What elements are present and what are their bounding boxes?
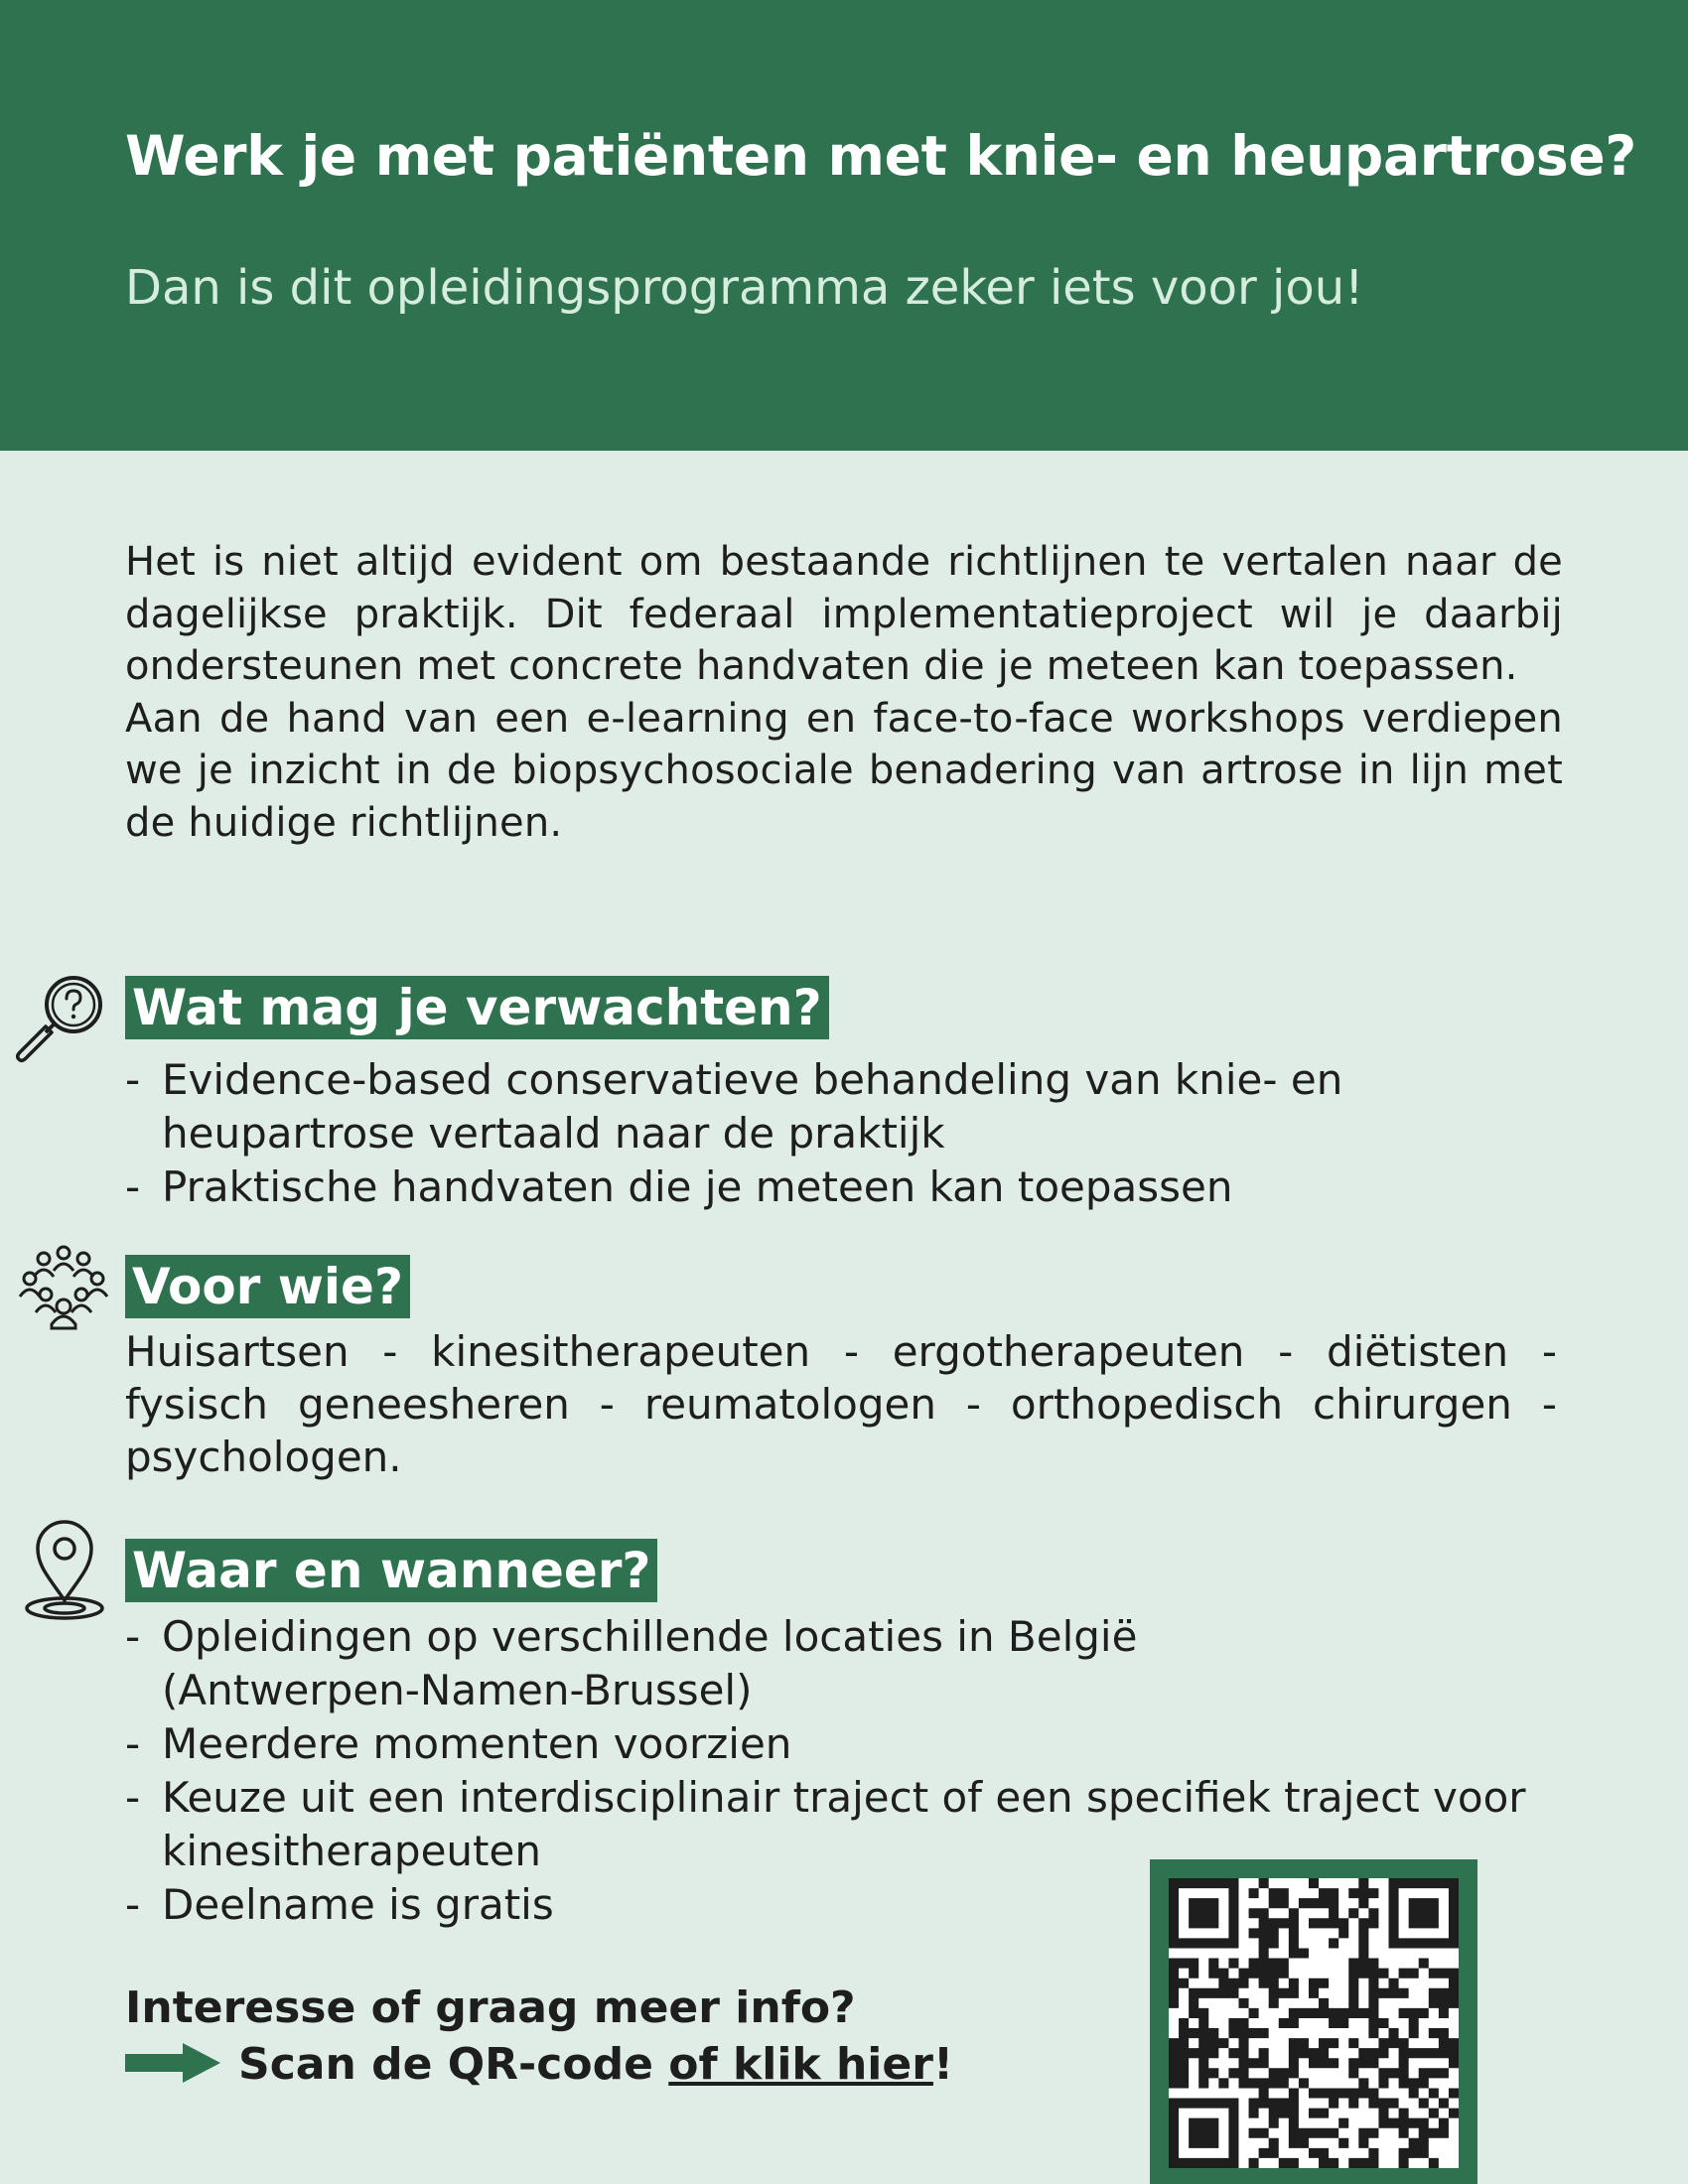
list-item: - Praktische handvaten die je meteen kan toepassen — [125, 1160, 1595, 1214]
intro-paragraph-1: Het is niet altijd evident om bestaande richtlijnen te vertalen naar de dagelijkse praktijk. Dit federaal implementatieproject wil je daarbij ondersteunen met concrete handvaten die je meteen kan toepassen. — [125, 539, 1563, 689]
expect-list — [125, 1053, 1595, 1214]
cta-text — [238, 2039, 953, 2090]
page-title: Werk je met patiënten met knie- en heupartrose? — [125, 124, 1636, 188]
qr-code-icon — [1169, 1878, 1459, 2168]
page-subtitle: Dan is dit opleidingsprogramma zeker iets voor jou! — [125, 260, 1364, 316]
list-item: - Meerdere momenten voorzien — [125, 1717, 1575, 1771]
section-title-audience: Voor wie? — [125, 1255, 410, 1318]
audience-text: Huisartsen - kinesitherapeuten - ergotherapeuten - diëtisten - fysisch geneesheren - reumatologen - orthopedisch chirurgen - psychologen. — [125, 1327, 1557, 1481]
cta-exclamation: ! — [932, 2039, 954, 2090]
group-people-icon — [16, 1243, 111, 1338]
list-item: - Deelname is gratis — [125, 1878, 1575, 1932]
scan-text: Scan de QR-code — [238, 2039, 669, 2090]
list-item: - Keuze uit een interdisciplinair traject of een specifiek traject voor kinesitherapeuten — [125, 1771, 1575, 1878]
info-link[interactable]: of klik hier — [668, 2039, 933, 2090]
magnifier-question-icon — [16, 973, 111, 1068]
arrow-right-icon — [125, 2043, 220, 2083]
header-banner — [0, 0, 1688, 451]
qr-code[interactable] — [1150, 1859, 1477, 2184]
intro-text — [125, 536, 1563, 849]
list-item: - Evidence-based conservatieve behandeling van knie- en heupartrose vertaald naar de praktijk — [125, 1053, 1595, 1160]
section-title-expect: Wat mag je verwachten? — [125, 976, 829, 1039]
section-title-where-when: Waar en wanneer? — [125, 1539, 657, 1602]
location-pin-icon — [20, 1519, 109, 1626]
cta-question: Interesse of graag meer info? — [125, 1982, 856, 2033]
list-item: - Opleidingen op verschillende locaties in België (Antwerpen-Namen-Brussel) — [125, 1610, 1294, 1717]
intro-paragraph-2: Aan de hand van een e-learning en face-to-face workshops verdiepen we je inzicht in de biopsychosociale benadering van artrose in lijn met de huidige richtlijnen. — [125, 695, 1563, 846]
